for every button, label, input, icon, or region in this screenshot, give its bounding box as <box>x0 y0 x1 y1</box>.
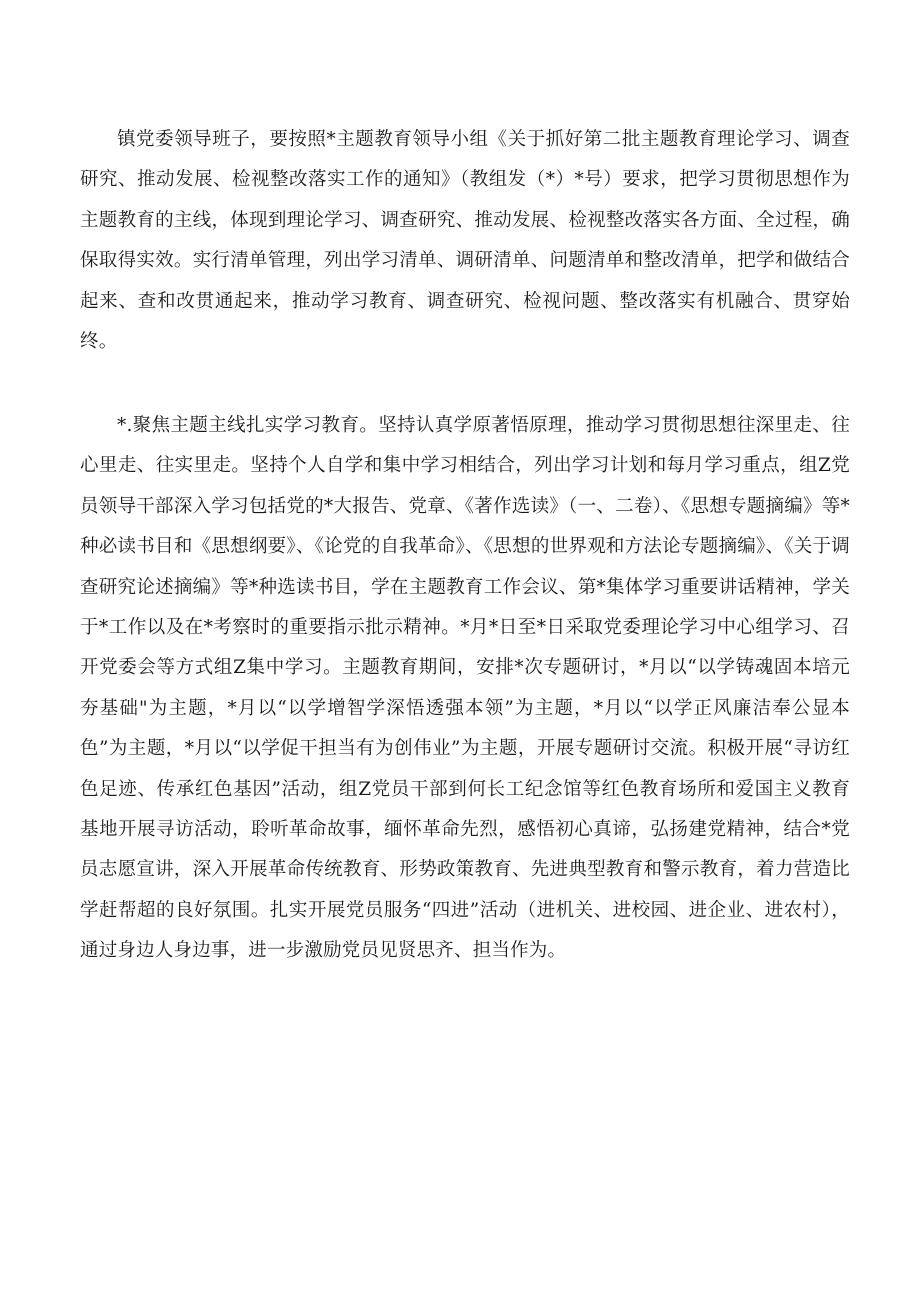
paragraph-study-education: *.聚焦主题主线扎实学习教育。坚持认真学原著悟原理，推动学习贯彻思想往深里走、往心里走、往实里走。坚持个人自学和集中学习相结合，列出学习计划和每月学习重点，组Z党员领导干部深入学习包括党的*大报告、党章、《著作选读》（一、二卷）、《思想专题摘编》等*种必读书目和《思想纲要》、《论党的自我革命》、《思想的世界观和方法论专题摘编》、《关于调查研究论述摘编》等*种选读书目，学在主题教育工作会议、第*集体学习重要讲话精神，学关于*工作以及在*考察时的重要指示批示精神。*月*日至*日采取党委理论学习中心组学习、召开党委会等方式组Z集中学习。主题教育期间，安排*次专题研讨，*月以“以学铸魂固本培元夯基础"为主题，*月以“以学增智学深悟透强本领”为主题，*月以“以学正风廉洁奉公显本色”为主题，*月以“以学促干担当有为创伟业”为主题，开展专题研讨交流。积极开展“寻访红色足迹、传承红色基因”活动，组Z党员干部到何长工纪念馆等红色教育场所和爱国主义教育基地开展寻访活动，聆听革命故事，缅怀革命先烈，感悟初心真谛，弘扬建党精神，结合*党员志愿宣讲，深入开展革命传统教育、形势政策教育、先进典型教育和警示教育，着力营造比学赶帮超的良好氛围。扎实开展党员服务“四进”活动（进机关、进校园、进企业、进农村），通过身边人身边事，进一步激励党员见贤思齐、担当作为。 <box>80 415 850 962</box>
paragraph-leadership-requirements: 镇党委领导班子，要按照*主题教育领导小组《关于抓好第二批主题教育理论学习、调查研究、推动发展、检视整改落实工作的通知》（教组发（*）*号）要求，把学习贯彻思想作为主题教育的主线，体现到理论学习、调查研究、推动发展、检视整改落实各方面、全过程，确保取得实效。实行清单管理，列出学习清单、调研清单、问题清单和整改清单，把学和做结合起来、查和改贯通起来，推动学习教育、调查研究、检视问题、整改落实有机融合、贯穿始终。 <box>80 129 850 353</box>
